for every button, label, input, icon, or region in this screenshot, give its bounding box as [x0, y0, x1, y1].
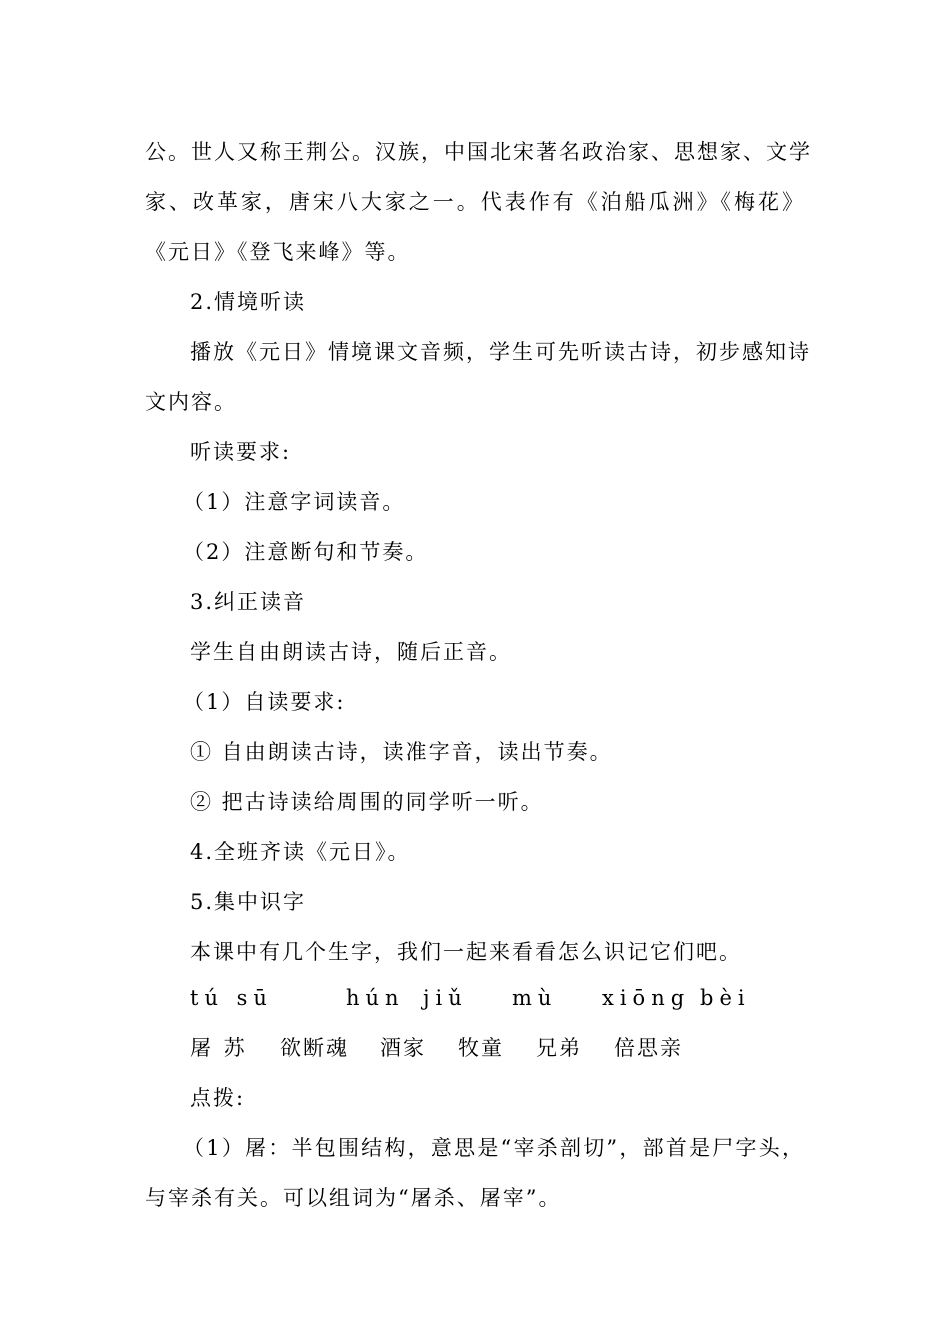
self-reading-requirements: （1）自读要求: — [183, 690, 346, 714]
self-reading-item-1: ① 自由朗读古诗，读准字音，读出节奏。 — [190, 740, 613, 764]
heading-correct-pronunciation: 3.纠正读音 — [190, 590, 307, 614]
intro-line-1: 公。世人又称王荆公。汉族，中国北宋著名政治家、思想家、文学 — [145, 140, 812, 164]
play-line-1: 播放《元日》情境课文音频，学生可先听读古诗，初步感知诗 — [190, 340, 811, 364]
pinyin-tusu: tú sū — [190, 986, 273, 1010]
heading-class-reading: 4.全班齐读《元日》。 — [190, 840, 411, 864]
pinyin-hun: hún — [346, 986, 405, 1010]
intro-line-3: 《元日》《登飞来峰》等。 — [145, 240, 411, 264]
free-reading-text: 学生自由朗读古诗，随后正音。 — [190, 640, 512, 664]
tu-explanation-line-1: （1）屠：半包围结构，意思是“宰杀剖切”，部首是尸字头， — [183, 1136, 805, 1160]
word-beisiqin: 倍思亲 — [614, 1036, 683, 1060]
pinyin-xiong: xiōng — [602, 986, 691, 1010]
listen-requirements-label: 听读要求: — [190, 440, 292, 464]
heading-situational-listening: 2.情境听读 — [190, 290, 307, 314]
heading-character-learning: 5.集中识字 — [190, 890, 307, 914]
hint-label: 点拨: — [190, 1086, 246, 1110]
tu-explanation-line-2: 与宰杀有关。可以组词为“屠杀、屠宰”。 — [145, 1186, 562, 1210]
pinyin-jiu: jiǔ — [423, 986, 468, 1010]
pinyin-mu: mù — [512, 986, 558, 1010]
intro-line-2: 家、改革家，唐宋八大家之一。代表作有《泊船瓜洲》《梅花》 — [145, 190, 805, 214]
play-line-2: 文内容。 — [145, 390, 237, 414]
listen-requirement-1: （1）注意字词读音。 — [183, 490, 406, 514]
word-xiongdi: 兄弟 — [536, 1036, 582, 1060]
pinyin-bei: bèi — [700, 986, 751, 1010]
listen-requirement-2: （2）注意断句和节奏。 — [183, 540, 429, 564]
lesson-characters-intro: 本课中有几个生字，我们一起来看看怎么识记它们吧。 — [190, 940, 742, 964]
word-yuduanhun: 欲断魂 — [280, 1036, 349, 1060]
word-jiujia: 酒家 — [380, 1036, 426, 1060]
word-mutong: 牧童 — [458, 1036, 504, 1060]
word-tusu: 屠 苏 — [190, 1036, 248, 1060]
self-reading-item-2: ② 把古诗读给周围的同学听一听。 — [190, 790, 544, 814]
